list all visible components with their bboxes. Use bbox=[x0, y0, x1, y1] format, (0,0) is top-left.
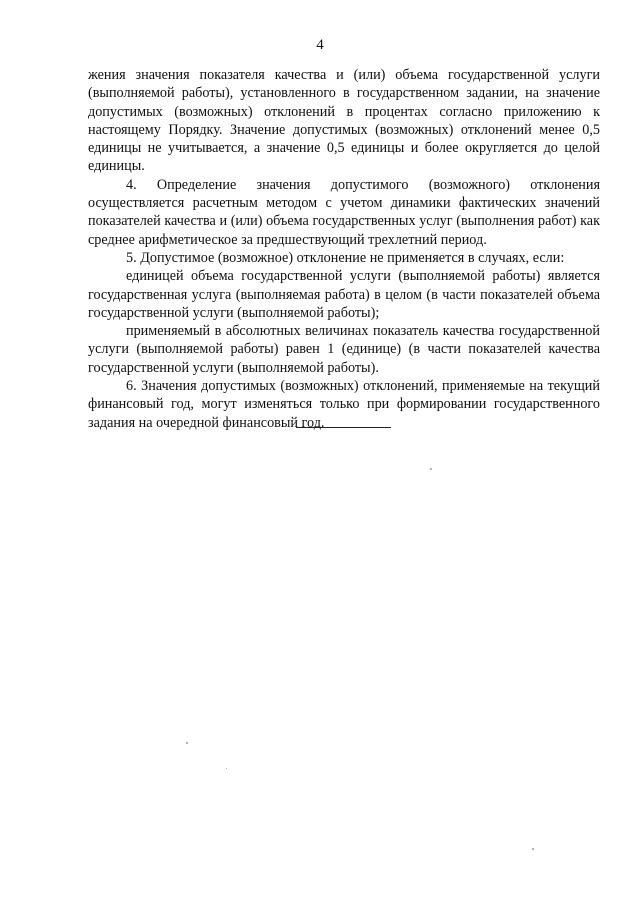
paragraph-item-5: 5. Допустимое (возможное) отклонение не применяется в случаях, если: bbox=[126, 249, 565, 266]
scan-speck bbox=[532, 848, 534, 850]
paragraph-continuation: жения значения показателя качества и (или) объема государственной услуги (выполняемой работы), установленного в государственном задании, на значение допустимых (возможных) отклонений в процентах согласно приложению к настоящему Порядку. Значение допустимых (возможных) отклонений менее 0,5 единицы не учитывается, а значение 0,5 единицы и более округляется до целой единицы. bbox=[88, 67, 600, 175]
scan-speck bbox=[226, 768, 227, 769]
paragraph-item-5-case-1: единицей объема государственной услуги (выполняемой работы) является государственная услуга (выполняемая работа) в целом (в части показателей объема государственной услуги (выполняемой работы); bbox=[88, 268, 600, 321]
document-body bbox=[88, 66, 600, 432]
page-number: 4 bbox=[316, 37, 324, 53]
end-divider-line bbox=[296, 427, 391, 428]
paragraph-item-4: 4. Определение значения допустимого (возможного) отклонения осуществляется расчетным методом с учетом динамики фактических значений показателей качества и (или) объема государственных услуг (выполнения работ) как среднее арифметическое за предшествующий трехлетний период. bbox=[88, 176, 600, 248]
scan-speck bbox=[186, 742, 188, 744]
paragraph-item-6: 6. Значения допустимых (возможных) отклонений, применяемые на текущий финансовый год, могут изменяться только при формировании государственного задания на очередной финансовый год. bbox=[88, 378, 600, 431]
paragraph-item-5-case-2: применяемый в абсолютных величинах показатель качества государственной услуги (выполняемой работы) равен 1 (единице) (в части показателей качества государственной услуги (выполняемой работы). bbox=[88, 323, 600, 376]
scan-speck bbox=[430, 468, 432, 470]
